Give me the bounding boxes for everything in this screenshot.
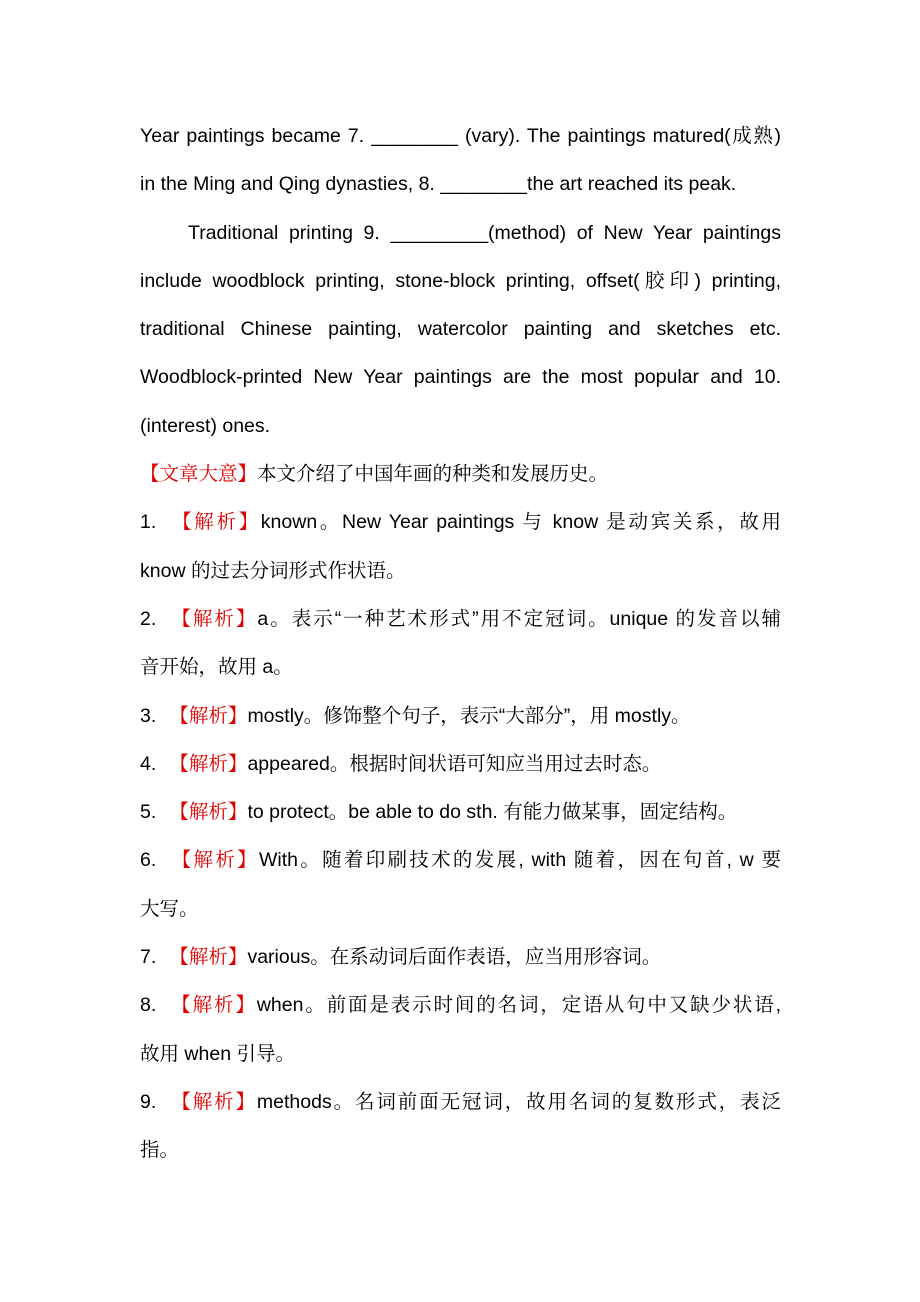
answer-item: [140, 788, 781, 836]
answer-label: 【解析】: [171, 849, 259, 872]
answer-label: 【解析】: [169, 752, 248, 775]
answer-label: 【解析】: [169, 704, 248, 727]
answer-item: [140, 1078, 781, 1126]
answer-item: [140, 740, 781, 788]
answer-continuation: 音开始，故用 a。: [140, 656, 293, 679]
summary-label: 【文章大意】: [140, 463, 258, 486]
answer-label: 【解析】: [171, 1090, 257, 1113]
passage-line: traditional Chinese painting, watercolor painting and sketches etc.: [140, 318, 781, 341]
answer-text: various。在系动词后面作表语，应当用形容词。: [247, 946, 662, 969]
answer-number: 7.: [140, 946, 157, 969]
passage-line: (interest) ones.: [140, 414, 271, 437]
answer-text: mostly。修饰整个句子，表示“大部分”，用 mostly。: [247, 704, 691, 727]
answer-text: a。表示“一种艺术形式”用不定冠词。unique 的发音以辅: [257, 607, 781, 630]
answer-label: 【解析】: [171, 607, 258, 630]
answer-label: 【解析】: [169, 801, 248, 824]
answer-number: 5.: [140, 801, 157, 824]
answer-text: appeared。根据时间状语可知应当用过去时态。: [247, 752, 662, 775]
answer-text: methods。名词前面无冠词，故用名词的复数形式，表泛: [256, 1090, 782, 1113]
answer-number: 9.: [140, 1090, 157, 1113]
answer-text: when。前面是表示时间的名词，定语从句中又缺少状语,: [256, 994, 781, 1017]
answer-label: 【解析】: [169, 946, 248, 969]
answer-number: 8.: [140, 994, 157, 1017]
answer-number: 6.: [140, 849, 157, 872]
answer-number: 1.: [140, 511, 157, 534]
summary-text: 本文介绍了中国年画的种类和发展历史。: [257, 463, 609, 486]
document-page: [140, 112, 781, 1175]
answer-text: known。New Year paintings 与 know 是动宾关系，故用: [260, 511, 781, 534]
passage-line: in the Ming and Qing dynasties, 8. ________the art reached its peak.: [140, 173, 737, 196]
answer-item: [140, 933, 781, 981]
answer-continuation: 指。: [140, 1139, 180, 1162]
answer-item: [140, 836, 781, 884]
answer-label: 【解析】: [171, 994, 257, 1017]
passage-line: Year paintings became 7. ________ (vary). The paintings matured(成熟): [140, 125, 781, 147]
passage-line: Woodblock-printed New Year paintings are the most popular and 10.: [140, 366, 781, 389]
answer-text: to protect。be able to do sth. 有能力做某事，固定结构。: [247, 801, 738, 824]
answer-item: [140, 595, 781, 643]
answer-list: [140, 498, 781, 1174]
answer-continuation: 故用 when 引导。: [140, 1042, 295, 1065]
answer-number: 4.: [140, 752, 157, 775]
answer-label: 【解析】: [172, 511, 261, 534]
answer-continuation: 大写。: [140, 897, 199, 920]
answer-text: With。随着印刷技术的发展, with 随着，因在句首, w 要: [258, 849, 781, 872]
passage-line: Traditional printing 9. _________(method) of New Year paintings: [188, 221, 781, 244]
answer-continuation: know 的过去分词形式作状语。: [140, 559, 406, 582]
answer-number: 2.: [140, 607, 157, 630]
answer-item: [140, 498, 781, 546]
passage-line: include woodblock printing, stone-block printing, offset(胶印) printing,: [140, 269, 781, 292]
answer-item: [140, 692, 781, 740]
answer-item: [140, 981, 781, 1029]
summary: [140, 450, 781, 498]
answer-number: 3.: [140, 704, 157, 727]
